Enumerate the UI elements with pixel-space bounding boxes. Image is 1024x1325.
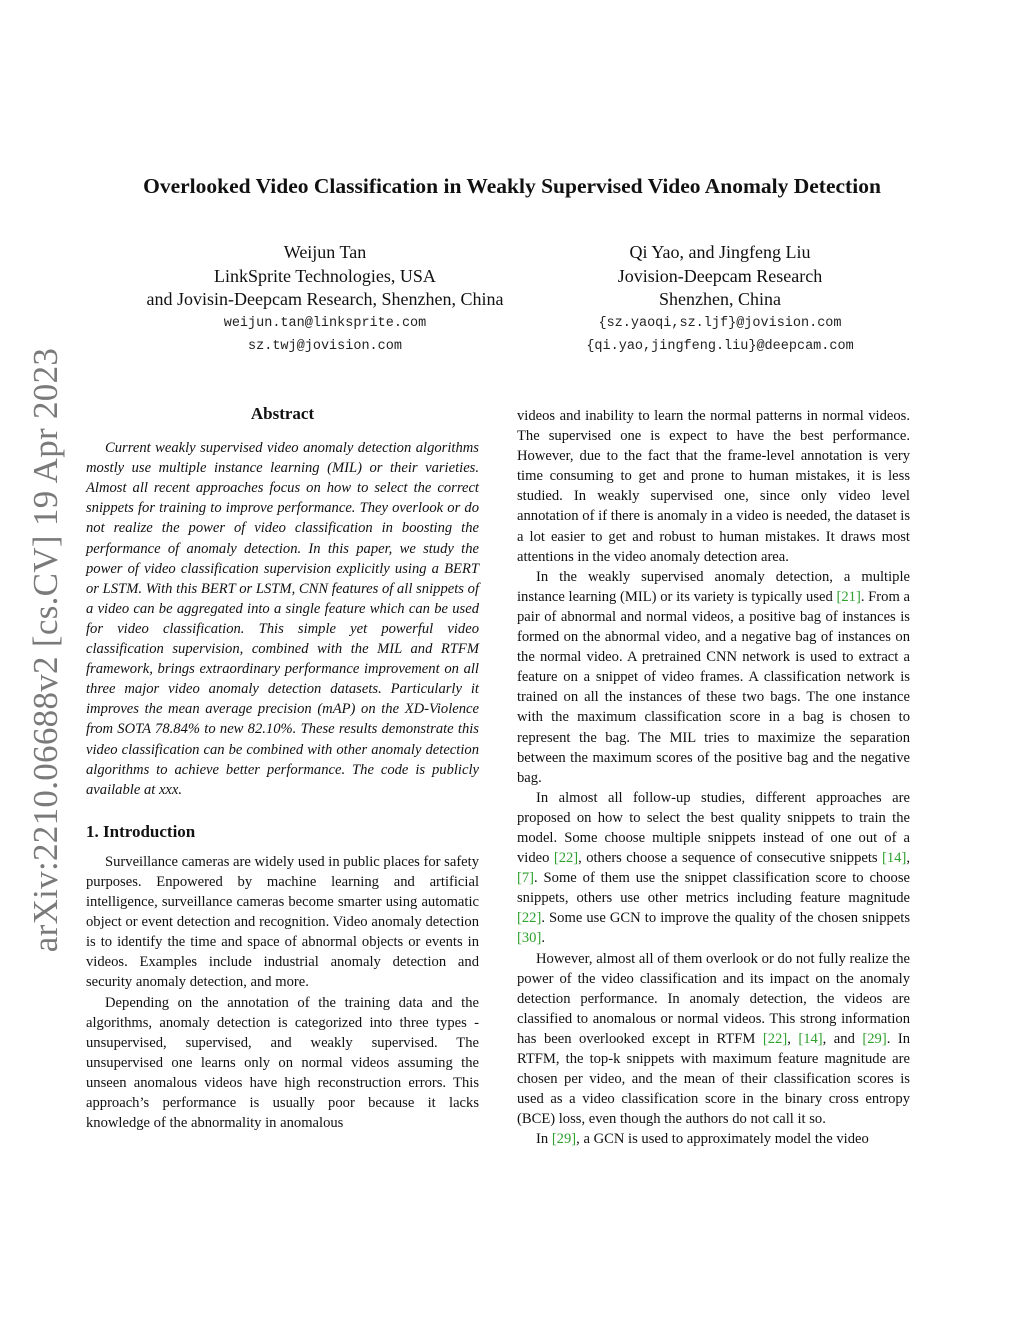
citation-link[interactable]: [22]	[517, 910, 542, 927]
citation-link[interactable]: [14]	[798, 1030, 823, 1047]
intro-paragraph-3: In the weakly supervised anomaly detection, a multiple instance learning (MIL) or its variety is typically used [21]. From a pair of abnormal and normal videos, a positive bag of instances is formed on the abnormal video, and a negative bag of instances on the normal video. A pretrained CNN network is used to extract a feature on a snippet of video frames. A classification network is trained on all the instances of these two bags. The one instance with the maximum classification score in a bag is chosen to represent the bag. The MIL tries to maximize the separation between the maximum scores of the positive bag and the negative bag.	[517, 568, 910, 786]
section-heading-introduction: 1. Introduction	[86, 821, 196, 841]
author-affiliation: Shenzhen, China	[659, 289, 781, 309]
author-email: {sz.yaoqi,sz.ljf}@jovision.com	[598, 315, 842, 331]
author-block-1	[110, 241, 540, 358]
author-affiliation: LinkSprite Technologies, USA	[214, 265, 436, 286]
author-affiliation: Jovision-Deepcam Research	[617, 265, 823, 286]
intro-paragraph-4: In almost all follow-up studies, different approaches are proposed on how to select the best quality snippets to train the model. Some choose multiple snippets instead of one out of a video [22], others choose a sequence of consecutive snippets [14], [7]. Some of them use the snippet classification score to choose snippets, others use other metrics including feature magnitude [22]. Some use GCN to improve the quality of the chosen snippets [30].	[517, 789, 910, 947]
citation-link[interactable]: [22]	[553, 850, 579, 867]
author-email: {qi.yao,jingfeng.liu}@deepcam.com	[586, 338, 854, 354]
intro-paragraph-2: Depending on the annotation of the training data and the algorithms, anomaly detection is categorized into three types - unsupervised, supervised, and weakly supervised. The unsupervised one learns only on normal videos assuming the unseen anomalous videos have high reconstruction errors. This approach’s performance is usually poor because it lacks knowledge of the abnormality in anomalous	[86, 994, 479, 1132]
intro-paragraph-1: Surveillance cameras are widely used in public places for safety purposes. Enpowered by machine learning and artificial intelligence, surveillance cameras become smarter using automatic object or event detection and recognition. Video anomaly detection is to identify the time and space of abnormal objects or events in videos. Examples include industrial anomaly detection and security anomaly detection, and more.	[86, 853, 480, 991]
intro-paragraph-5: However, almost all of them overlook or do not fully realize the power of the video classification and its impact on the anomaly detection performance. In anomaly detection, the videos are classified to anomalous or normal videos. This strong information has been overlooked except in RTFM [22], [14], and [29]. In RTFM, the top-k snippets with maximum feature magnitude are chosen per video, and the mean of their classification scores is used as a video classification score in the binary cross entropy (BCE) loss, even though the authors do not call it so.	[517, 950, 910, 1128]
citation-link[interactable]: [14]	[882, 850, 907, 867]
author-email: sz.twj@jovision.com	[248, 338, 402, 354]
author-affiliation: and Jovisin-Deepcam Research, Shenzhen, China	[146, 289, 504, 309]
author-name: Qi Yao, and Jingfeng Liu	[629, 242, 811, 262]
intro-paragraph-2-continued: videos and inability to learn the normal patterns in normal videos. The supervised one is expect to have the best performance. However, due to the fact that the frame-level annotation is very time consuming to get and prone to human mistakes, it is less studied. In weakly supervised one, since only video level annotation of if there is anomaly in a video is needed, the dataset is a lot easier to get and robust to human mistakes. It draws most attentions in the video anomaly detection area.	[517, 408, 910, 565]
arxiv-identifier: arXiv:2210.06688v2 [cs.CV] 19 Apr 2023	[26, 347, 65, 953]
author-block-2	[550, 241, 890, 358]
paper-title: Overlooked Video Classification in Weakly Supervised Video Anomaly Detection	[143, 174, 881, 198]
citation-link[interactable]: [29]	[551, 1131, 577, 1148]
author-email: weijun.tan@linksprite.com	[223, 315, 427, 331]
arxiv-sidebar-stamp	[14, 347, 78, 953]
abstract-text: Current weakly supervised video anomaly detection algorithms mostly use multiple instance learning (MIL) or their varieties. Almost all recent approaches focus on how to select the correct snippets for training to improve performance. They overlook or do not realize the power of video classification in boosting the performance of anomaly detection. In this paper, we study the power of video classification supervision explicitly using a BERT or LSTM. With this BERT or LSTM, CNN features of all snippets of a video can be aggregated into a single feature which can be used for video classification. This simple yet powerful video classification supervision, combined with the MIL and RTFM framework, brings extraordinary performance improvement on all three major video anomaly detection datasets. Particularly it improves the mean average precision (mAP) on the XD-Violence from SOTA 78.84% to new 82.10%. These results demonstrate this video classification can be combined with other anomaly detection algorithms to achieve better performance. The code is publicly available at xxx.	[86, 440, 479, 798]
citation-link[interactable]: [22]	[762, 1030, 788, 1047]
author-name: Weijun Tan	[283, 242, 367, 262]
citation-link[interactable]: [29]	[862, 1030, 887, 1047]
citation-link[interactable]: [21]	[836, 588, 861, 605]
abstract-heading: Abstract	[250, 404, 315, 423]
citation-link[interactable]: [30]	[517, 930, 542, 947]
right-column	[517, 406, 910, 1149]
citation-link[interactable]: [7]	[517, 870, 535, 887]
left-column	[86, 404, 479, 1133]
intro-paragraph-6: In [29], a GCN is used to approximately model the video	[536, 1131, 869, 1148]
